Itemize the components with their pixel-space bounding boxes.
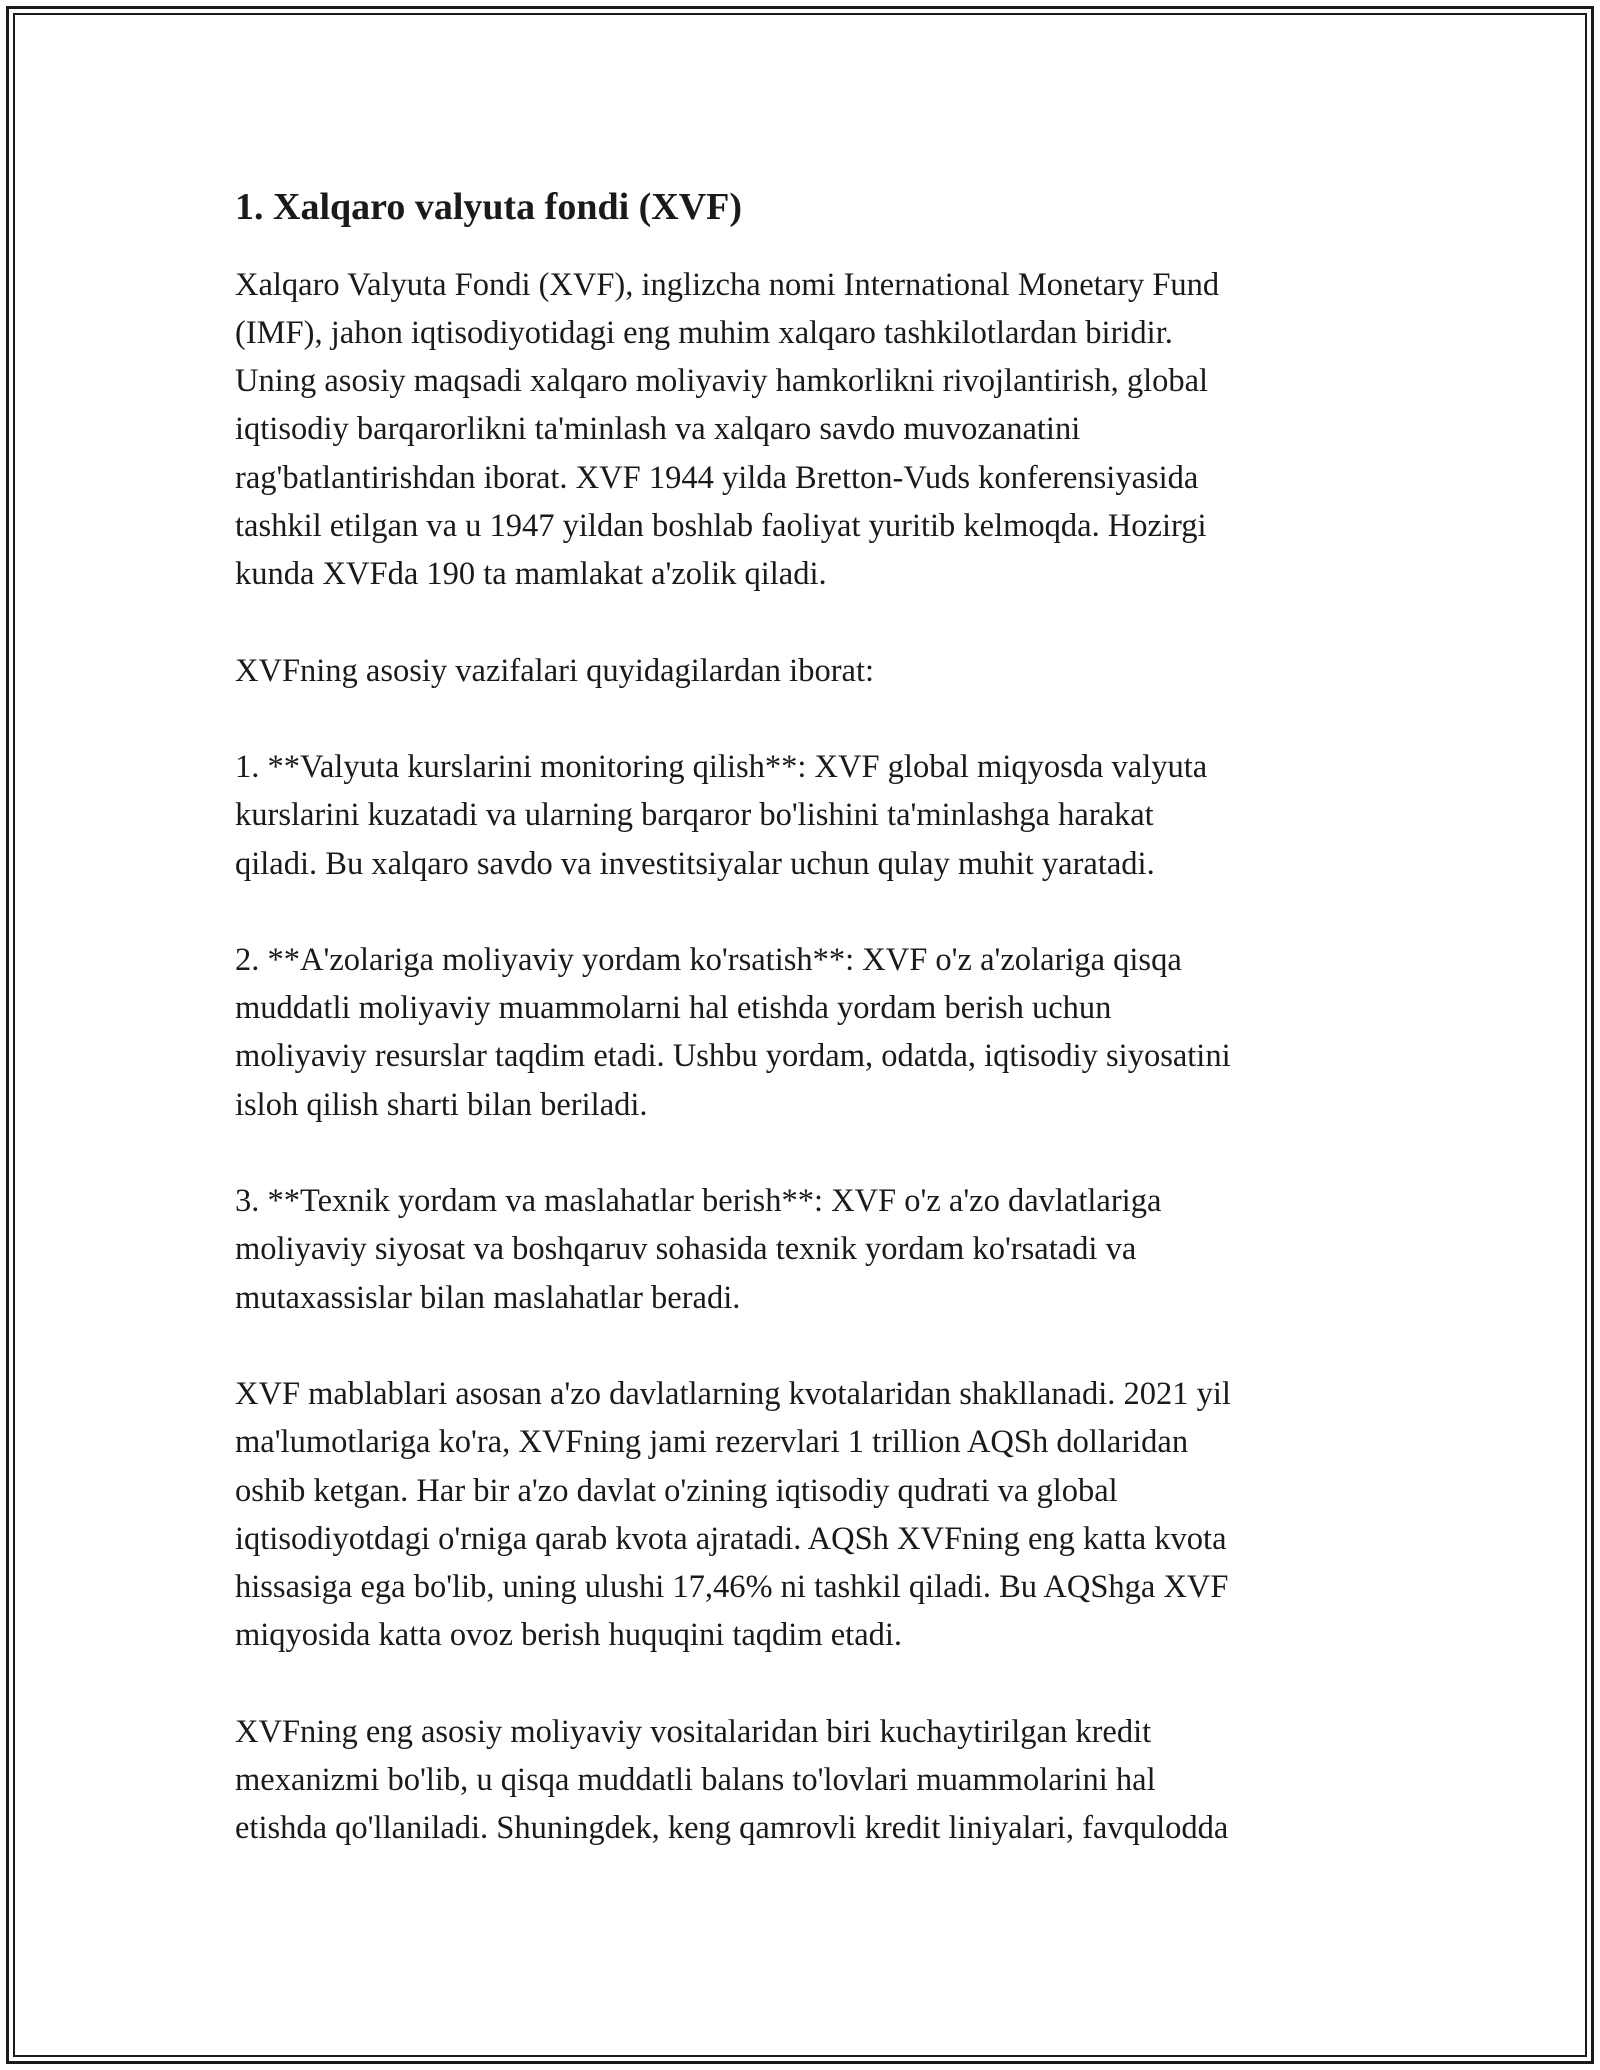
- paragraph: [235, 1708, 1365, 1853]
- text-line: Xalqaro Valyuta Fondi (XVF), inglizcha nomi International Monetary Fund: [235, 266, 1220, 303]
- text-line: oshib ketgan. Har bir a'zo davlat o'zining iqtisodiy qudrati va global: [235, 1472, 1118, 1509]
- text-line: kunda XVFda 190 ta mamlakat a'zolik qiladi.: [235, 556, 827, 593]
- document-body: [235, 185, 1365, 1901]
- text-line: miqyosida katta ovoz berish huquqini taqdim etadi.: [235, 1617, 903, 1654]
- paragraph: [235, 1370, 1365, 1660]
- text-line: mexanizmi bo'lib, u qisqa muddatli balans to'lovlari muammolarini hal: [235, 1762, 1156, 1799]
- text-line: rag'batlantirishdan iborat. XVF 1944 yilda Bretton-Vuds konferensiyasida: [235, 459, 1199, 496]
- text-line: 3. **Texnik yordam va maslahatlar berish**: XVF o'z a'zo davlatlariga: [235, 1183, 1162, 1220]
- text-line: (IMF), jahon iqtisodiyotidagi eng muhim xalqaro tashkilotlardan biridir.: [235, 314, 1173, 351]
- text-line: XVF mablablari asosan a'zo davlatlarning kvotalaridan shakllanadi. 2021 yil: [235, 1375, 1231, 1412]
- text-line: 2. **A'zolariga moliyaviy yordam ko'rsatish**: XVF o'z a'zolariga qisqa: [235, 941, 1182, 978]
- paragraph: [235, 261, 1365, 599]
- text-line: iqtisodiyotdagi o'rniga qarab kvota ajratadi. AQSh XVFning eng katta kvota: [235, 1520, 1227, 1557]
- document-title: 1. Xalqaro valyuta fondi (XVF): [235, 186, 743, 228]
- text-line: muddatli moliyaviy muammolarni hal etishda yordam berish uchun: [235, 990, 1112, 1027]
- text-line: moliyaviy resurslar taqdim etadi. Ushbu yordam, odatda, iqtisodiy siyosatini: [235, 1038, 1231, 1075]
- paragraph: [235, 1177, 1365, 1322]
- text-line: XVFning eng asosiy moliyaviy vositalaridan biri kuchaytirilgan kredit: [235, 1713, 1152, 1750]
- text-line: isloh qilish sharti bilan beriladi.: [235, 1086, 648, 1123]
- paragraph: [235, 647, 1365, 695]
- text-line: mutaxassislar bilan maslahatlar beradi.: [235, 1279, 741, 1316]
- text-line: tashkil etilgan va u 1947 yildan boshlab faoliyat yuritib kelmoqda. Hozirgi: [235, 508, 1207, 545]
- text-line: hissasiga ega bo'lib, uning ulushi 17,46% ni tashkil qiladi. Bu AQShga XVF: [235, 1569, 1229, 1606]
- paragraphs-container: [235, 261, 1365, 1853]
- text-line: iqtisodiy barqarorlikni ta'minlash va xalqaro savdo muvozanatini: [235, 411, 1081, 448]
- text-line: XVFning asosiy vazifalari quyidagilardan iborat:: [235, 652, 875, 689]
- text-line: Uning asosiy maqsadi xalqaro moliyaviy hamkorlikni rivojlantirish, global: [235, 363, 1209, 400]
- text-line: kurslarini kuzatadi va ularning barqaror bo'lishini ta'minlashga harakat: [235, 797, 1154, 834]
- text-line: moliyaviy siyosat va boshqaruv sohasida texnik yordam ko'rsatadi va: [235, 1231, 1137, 1268]
- paragraph: [235, 743, 1365, 888]
- text-line: etishda qo'llaniladi. Shuningdek, keng qamrovli kredit liniyalari, favqulodda: [235, 1810, 1229, 1847]
- text-line: 1. **Valyuta kurslarini monitoring qilish**: XVF global miqyosda valyuta: [235, 748, 1208, 785]
- paragraph: [235, 936, 1365, 1129]
- text-line: qiladi. Bu xalqaro savdo va investitsiyalar uchun qulay muhit yaratadi.: [235, 845, 1155, 882]
- text-line: ma'lumotlariga ko'ra, XVFning jami rezervlari 1 trillion AQSh dollaridan: [235, 1424, 1189, 1461]
